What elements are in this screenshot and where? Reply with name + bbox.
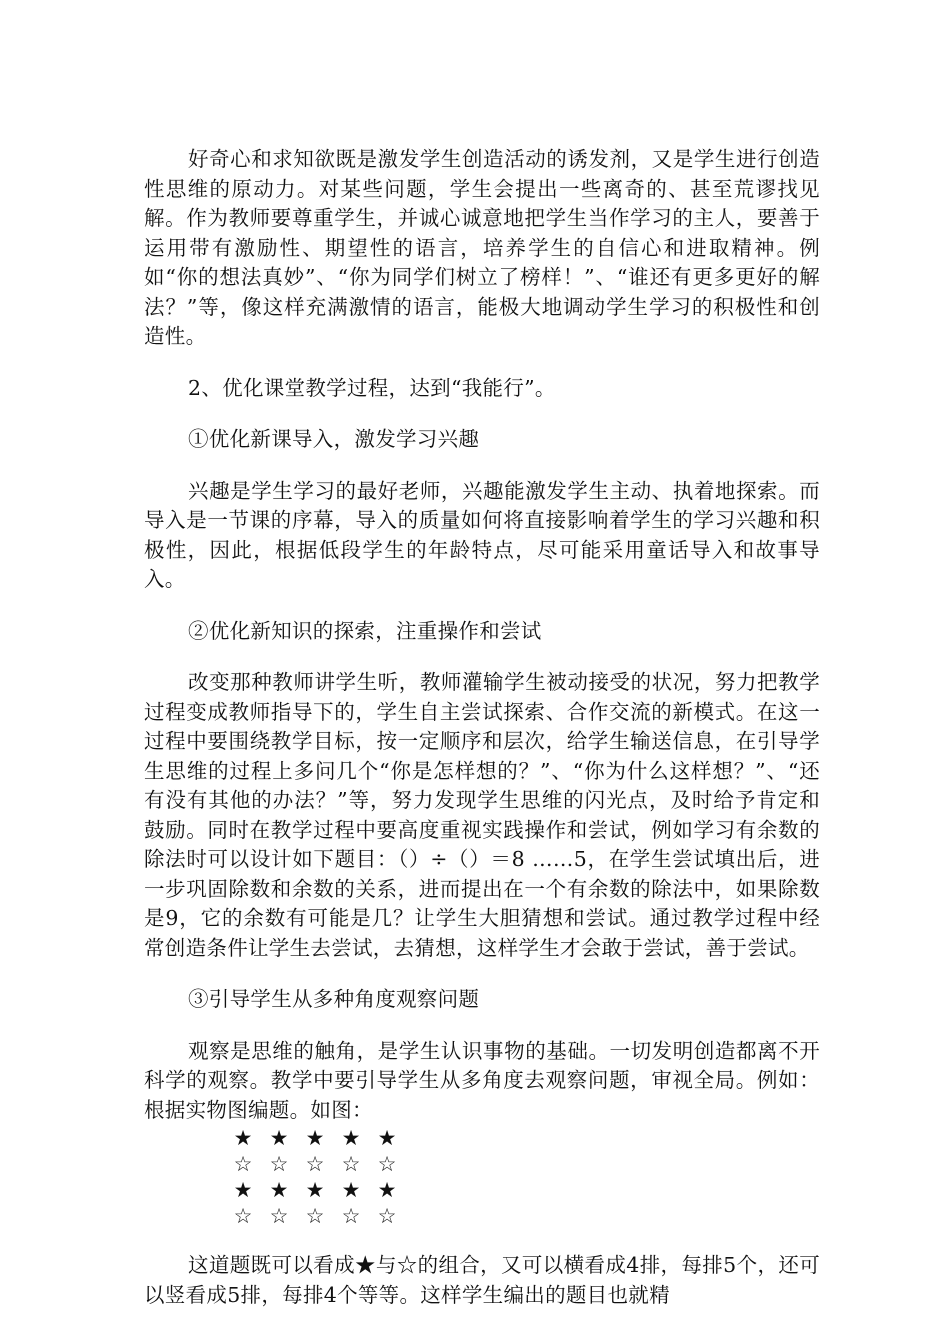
paragraph-change-teaching: 改变那种教师讲学生听，教师灌输学生被动接受的状况，努力把教学过程变成教师指导下的，学生自主尝试探索、合作交流的新模式。在这一过程中要围绕教学目标，按一定顺序和层次，给学生输送信息，在引导学生思维的过程上多问几个“你是怎样想的？”、“你为什么这样想？”、“还有没有其他的办法？”等，努力发现学生思维的闪光点，及时给予肯定和鼓励。同时在教学过程中要高度重视实践操作和尝试，例如学习有余数的除法时可以设计如下题目：（）÷（）＝8 ……5，在学生尝试填出后，进一步巩固除数和余数的关系，进而提出在一个有余数的除法中，如果除数是9，它的余数有可能是几？让学生大胆猜想和尝试。通过教学过程中经常创造条件让学生去尝试，去猜想，这样学生才会敢于尝试，善于尝试。 [144,670,820,960]
star-outline-icon: ☆ [341,1152,361,1176]
star-icon: ★ [269,1178,289,1202]
star-row [232,1125,820,1151]
spacer [144,595,820,617]
star-row [232,1151,820,1177]
paragraph-curiosity: 好奇心和求知欲既是激发学生创造活动的诱发剂，又是学生进行创造性思维的原动力。对某些问题，学生会提出一些离奇的、甚至荒谬找见解。作为教师要尊重学生，并诚心诚意地把学生当作学习的主人，要善于运用带有激励性、期望性的语言，培养学生的自信心和进取精神。例如“你的想法真妙”、“你为同学们树立了榜样！”、“谁还有更多更好的解法？”等，像这样充满激情的语言，能极大地调动学生学习的积极性和创造性。 [144,147,820,348]
subheading-observation: ③引导学生从多种角度观察问题 [188,987,480,1011]
paragraph-interest: 兴趣是学生学习的最好老师，兴趣能激发学生主动、执着地探索。而导入是一节课的序幕，导入的质量如何将直接影响着学生的学习兴趣和积极性，因此，根据低段学生的年龄特点，尽可能采用童话导入和故事导入。 [144,478,820,591]
star-outline-icon: ☆ [377,1152,397,1176]
star-row [232,1177,820,1203]
star-icon: ★ [305,1126,325,1150]
spacer [144,963,820,985]
subheading-new-knowledge: ②优化新知识的探索，注重操作和尝试 [188,618,542,643]
spacer [144,352,820,374]
star-icon: ★ [377,1126,397,1150]
spacer [144,403,820,425]
star-outline-icon: ☆ [341,1204,361,1228]
document-page [144,145,820,1310]
spacer [144,646,820,668]
star-outline-icon: ☆ [305,1204,325,1228]
star-icon: ★ [233,1126,253,1150]
star-icon: ★ [269,1126,289,1150]
star-figure [232,1125,820,1229]
spacer [144,1015,820,1037]
star-outline-icon: ☆ [305,1152,325,1176]
spacer [144,455,820,477]
star-outline-icon: ☆ [377,1204,397,1228]
star-icon: ★ [305,1178,325,1202]
star-row [232,1203,820,1229]
star-outline-icon: ☆ [233,1152,253,1176]
spacer [144,1229,820,1251]
paragraph-observation: 观察是思维的触角，是学生认识事物的基础。一切发明创造都离不开科学的观察。教学中要引导学生从多角度去观察问题，审视全局。例如：根据实物图编题。如图： [144,1038,820,1122]
star-outline-icon: ☆ [269,1152,289,1176]
section-heading-optimize-process: 2、优化课堂教学过程，达到“我能行”。 [188,375,556,400]
star-outline-icon: ☆ [233,1204,253,1228]
subheading-new-lesson-intro: ①优化新课导入，激发学习兴趣 [188,427,480,451]
paragraph-figure-explanation: 这道题既可以看成★与☆的组合，又可以横看成4排，每排5个，还可以竖看成5排，每排4个等等。这样学生编出的题目也就精 [144,1253,820,1307]
star-icon: ★ [377,1178,397,1202]
star-icon: ★ [341,1126,361,1150]
star-outline-icon: ☆ [269,1204,289,1228]
star-icon: ★ [341,1178,361,1202]
star-icon: ★ [233,1178,253,1202]
